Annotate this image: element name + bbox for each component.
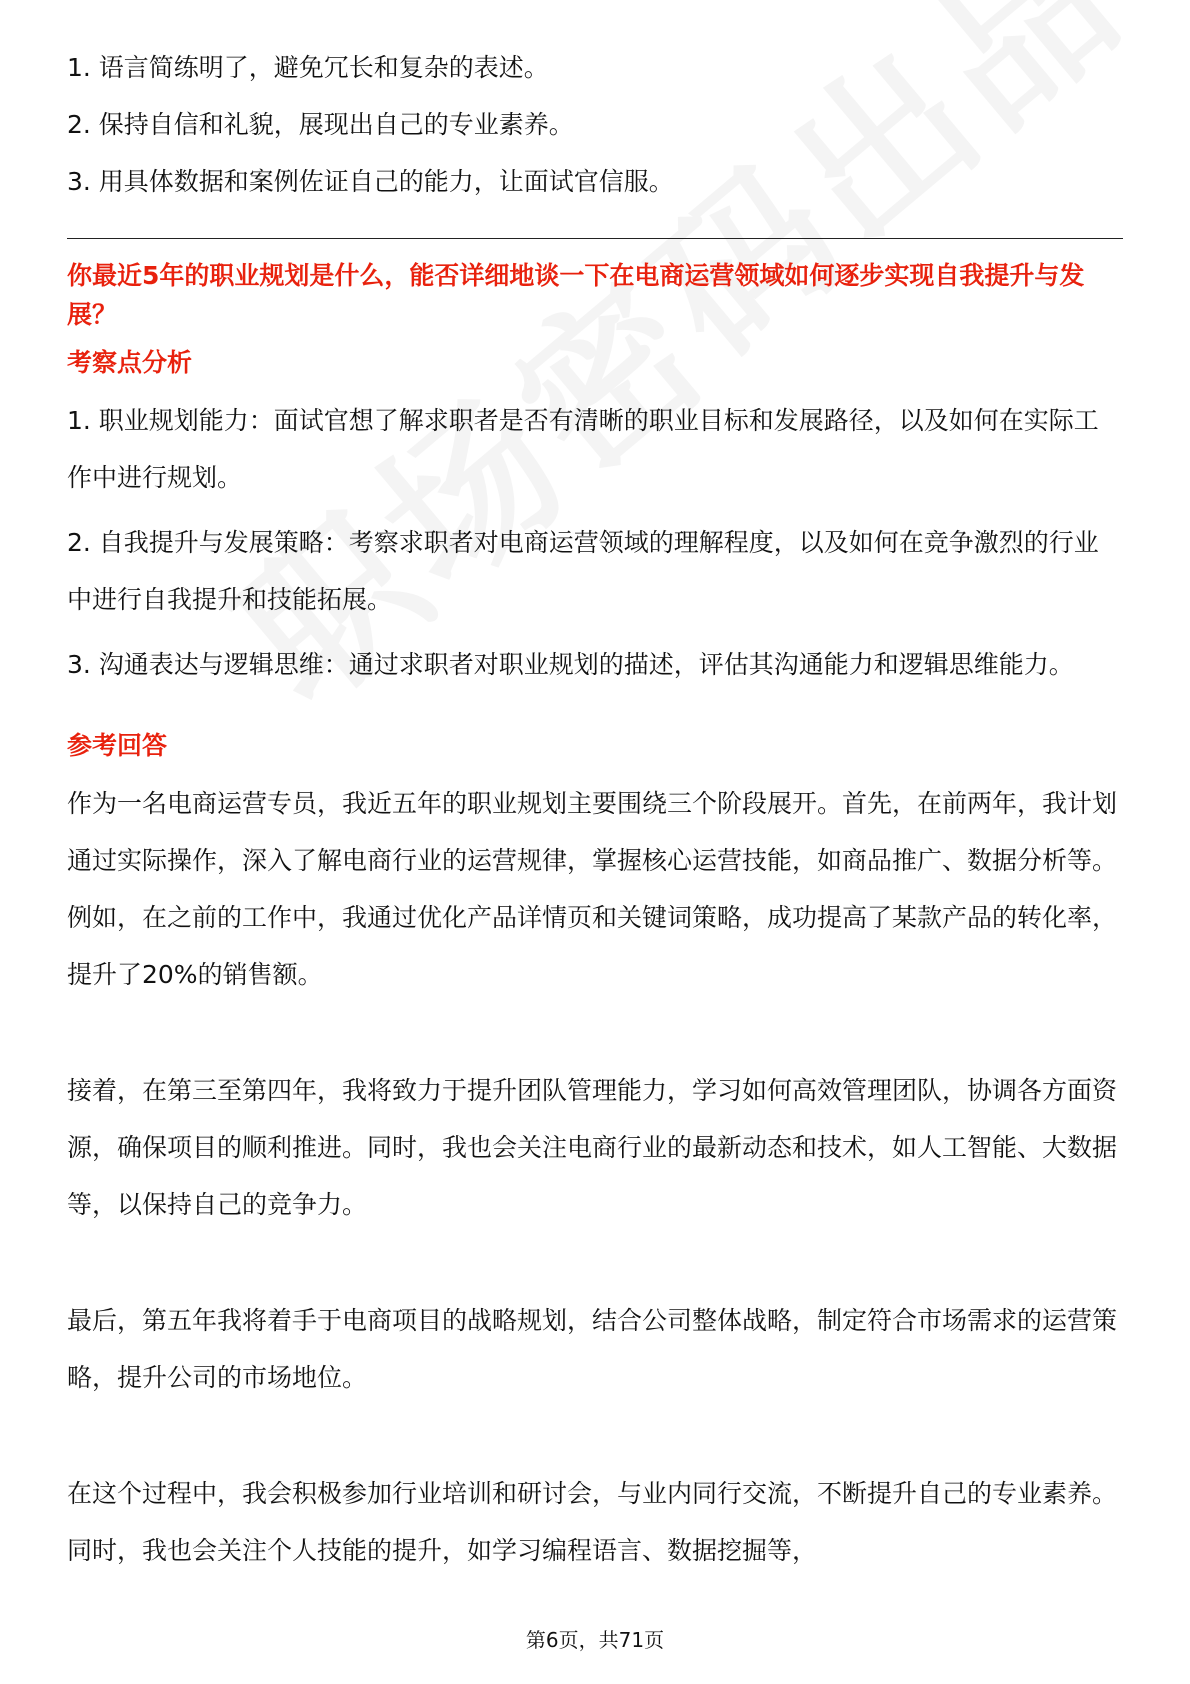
tip-item: 3. 用具体数据和案例佐证自己的能力，让面试官信服。	[67, 167, 674, 196]
answer-paragraph: 在这个过程中，我会积极参加行业培训和研讨会，与业内同行交流，不断提升自己的专业素养。同时，我也会关注个人技能的提升，如学习编程语言、数据挖掘等，	[67, 1479, 1118, 1565]
answer-paragraph: 作为一名电商运营专员，我近五年的职业规划主要围绕三个阶段展开。首先，在前两年，我计划通过实际操作，深入了解电商行业的运营规律，掌握核心运营技能，如商品推广、数据分析等。例如，在之前的工作中，我通过优化产品详情页和关键词策略，成功提高了某款产品的转化率，提升了20%的销售额。	[67, 789, 1118, 989]
analysis-item: 2. 自我提升与发展策略：考察求职者对电商运营领域的理解程度，以及如何在竞争激烈的行业中进行自我提升和技能拓展。	[67, 528, 1099, 614]
analysis-heading: 考察点分析	[67, 348, 193, 377]
analysis-item: 3. 沟通表达与逻辑思维：通过求职者对职业规划的描述，评估其沟通能力和逻辑思维能力。	[67, 650, 1074, 679]
section-divider	[67, 238, 1123, 239]
answer-body	[67, 775, 1123, 1579]
question-section	[67, 256, 1123, 1579]
page-number: 第6页，共71页	[525, 1628, 665, 1652]
answer-paragraph: 接着，在第三至第四年，我将致力于提升团队管理能力，学习如何高效管理团队，协调各方面资源，确保项目的顺利推进。同时，我也会关注电商行业的最新动态和技术，如人工智能、大数据等，以保持自己的竞争力。	[67, 1076, 1118, 1219]
tips-list	[67, 48, 1123, 201]
answer-paragraph: 最后，第五年我将着手于电商项目的战略规划，结合公司整体战略，制定符合市场需求的运营策略，提升公司的市场地位。	[67, 1306, 1118, 1392]
tip-item: 1. 语言简练明了，避免冗长和复杂的表述。	[67, 53, 549, 82]
analysis-item: 1. 职业规划能力：面试官想了解求职者是否有清晰的职业目标和发展路径，以及如何在实际工作中进行规划。	[67, 406, 1099, 492]
answer-heading: 参考回答	[67, 731, 168, 760]
tip-item: 2. 保持自信和礼貌，展现出自己的专业素养。	[67, 110, 574, 139]
question-title: 你最近5年的职业规划是什么，能否详细地谈一下在电商运营领域如何逐步实现自我提升与发展？	[67, 261, 1085, 329]
analysis-list	[67, 392, 1123, 693]
